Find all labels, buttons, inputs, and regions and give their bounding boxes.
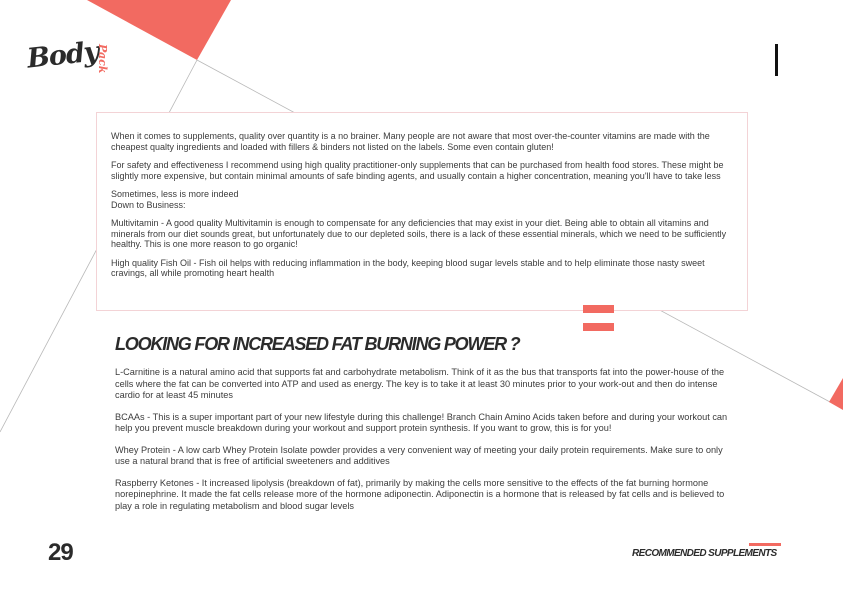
footer-section-title: RECOMMENDED SUPPLEMENTS [632, 548, 777, 559]
intro-paragraph: Sometimes, less is more indeed [111, 189, 239, 199]
vertical-bar-mark [775, 44, 778, 76]
intro-paragraph: Multivitamin - A good quality Multivitamin is enough to compensate for any deficiencies that may exist in your diet. Being able to obtain all vitamins and minerals from our diet sounds great, but unfortunately due to our depleted soils, there is a lack of these essential minerals, which we need to be sufficiently healthy. This is one more reason to go organic! [111, 218, 727, 249]
intro-paragraph: Down to Business: [111, 199, 186, 210]
logo [27, 38, 117, 82]
section-paragraph: Raspberry Ketones - It increased lipolysis (breakdown of fat), primarily by making the cells more sensitive to the effects of the fat burning hormone norepinephrine. It made the fat cells release more of the hormone adiponectin. Adiponectin is a hormone that is released by fat cells and is believed to play a role in regulating metabolism and blood sugar levels [115, 477, 725, 511]
intro-box-text [111, 131, 739, 287]
section-paragraph: L-Carnitine is a natural amino acid that supports fat and carbohydrate metabolism. Think of it as the bus that transports fat into the power-house of the cells where the fat can be converted into ATP and used as energy. The key is to take it at least 30 minutes prior to your work-out and then do intense cardio for at least 45 minutes [115, 367, 725, 400]
equals-accent-bottom [583, 323, 614, 331]
section-paragraph: BCAAs - This is a super important part of your new lifestyle during this challenge! Branch Chain Amino Acids taken before and during your workout can help you prevent muscle breakdown during your workout and support protein synthesis. If you want to grow, this is for you! [115, 411, 728, 433]
logo-sub-text: Pack [96, 44, 109, 74]
footer-accent-line [749, 543, 781, 546]
intro-paragraph: High quality Fish Oil - Fish oil helps with reducing inflammation in the body, keeping blood sugar levels stable and to help eliminate those nasty sweet cravings, all while promoting heart health [111, 257, 705, 278]
right-coral-triangle [829, 378, 843, 410]
intro-paragraph: For safety and effectiveness I recommend using high quality practitioner-only supplements that can be purchased from health food stores. These might be slightly more expensive, but contain minimal amounts of safe binding agents, and usually contain a higher concentration, meaning you'll have to take less [111, 160, 724, 181]
page-number: 29 [48, 539, 73, 566]
logo-main-text: Body [25, 36, 100, 75]
section-body [115, 367, 740, 522]
section-heading: LOOKING FOR INCREASED FAT BURNING POWER ? [115, 334, 520, 354]
section-paragraph: Whey Protein - A low carb Whey Protein Isolate powder provides a very convenient way of meeting your daily protein requirements. Make sure to only use a natural brand that is free of artificial sweeteners and additives [115, 444, 723, 466]
intro-paragraph: When it comes to supplements, quality over quantity is a no brainer. Many people are not aware that most over-the-counter vitamins are made with the cheapest qualty ingredients and loaded with fillers & binders not listed on the labels. Some even contain gluten! [111, 131, 710, 152]
equals-accent-top [583, 305, 614, 313]
